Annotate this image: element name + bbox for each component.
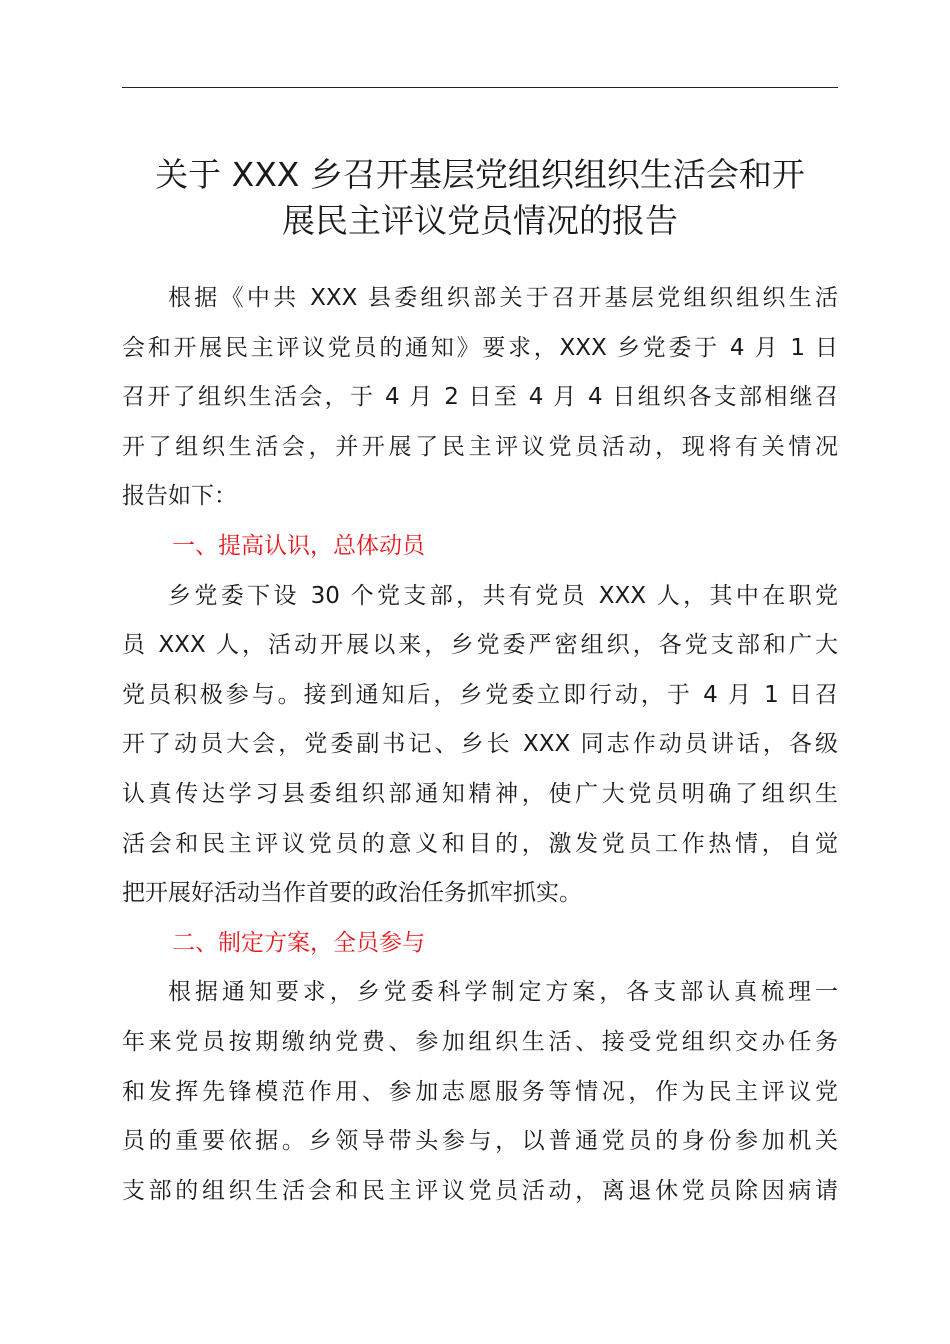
paragraph-line: 员的重要依据。乡领导带头参与，以普通党员的身份参加机关	[122, 1128, 838, 1155]
paragraph-line: 认真传达学习县委组织部通知精神，使广大党员明确了组织生	[122, 780, 838, 807]
paragraph-line: 根据通知要求，乡党委科学制定方案，各支部认真梳理一	[168, 979, 838, 1006]
paragraph-section-1	[122, 572, 838, 919]
paragraph-line: 开了组织生活会，并开展了民主评议党员活动，现将有关情况	[122, 433, 838, 460]
paragraph-section-2	[122, 968, 838, 1216]
paragraph-line: 党员积极参与。接到通知后，乡党委立即行动，于 4 月 1 日召	[122, 681, 838, 708]
title-line-1: 关于 XXX 乡召开基层党组织组织生活会和开	[155, 155, 805, 194]
paragraph-line: 报告如下：	[122, 483, 237, 510]
paragraph-line: 员 XXX 人，活动开展以来，乡党委严密组织，各党支部和广大	[122, 632, 838, 659]
section-heading-1: 一、提高认识，总体动员	[172, 532, 425, 559]
paragraph-line: 年来党员按期缴纳党费、参加组织生活、接受党组织交办任务	[122, 1028, 838, 1055]
paragraph-line: 开了动员大会，党委副书记、乡长 XXX 同志作动员讲话，各级	[122, 731, 838, 758]
header-rule	[122, 87, 838, 88]
paragraph-line: 把开展好活动当作首要的政治任务抓牢抓实。	[122, 880, 582, 907]
paragraph-line: 和发挥先锋模范作用、参加志愿服务等情况，作为民主评议党	[122, 1078, 838, 1105]
document-title	[100, 152, 860, 244]
paragraph-line: 活会和民主评议党员的意义和目的，激发党员工作热情，自觉	[122, 830, 838, 857]
paragraph-intro	[122, 274, 838, 522]
section-heading-2: 二、制定方案，全员参与	[172, 929, 425, 956]
paragraph-line: 召开了组织生活会，于 4 月 2 日至 4 月 4 日组织各支部相继召	[122, 384, 838, 411]
paragraph-line: 支部的组织生活会和民主评议党员活动，离退休党员除因病请	[122, 1177, 838, 1204]
document-body	[122, 274, 838, 1216]
paragraph-line: 会和开展民主评议党员的通知》要求，XXX 乡党委于 4 月 1 日	[122, 334, 838, 361]
paragraph-line: 乡党委下设 30 个党支部，共有党员 XXX 人，其中在职党	[168, 582, 838, 609]
paragraph-line: 根据《中共 XXX 县委组织部关于召开基层党组织组织生活	[168, 285, 838, 311]
title-line-2: 展民主评议党员情况的报告	[282, 201, 678, 240]
